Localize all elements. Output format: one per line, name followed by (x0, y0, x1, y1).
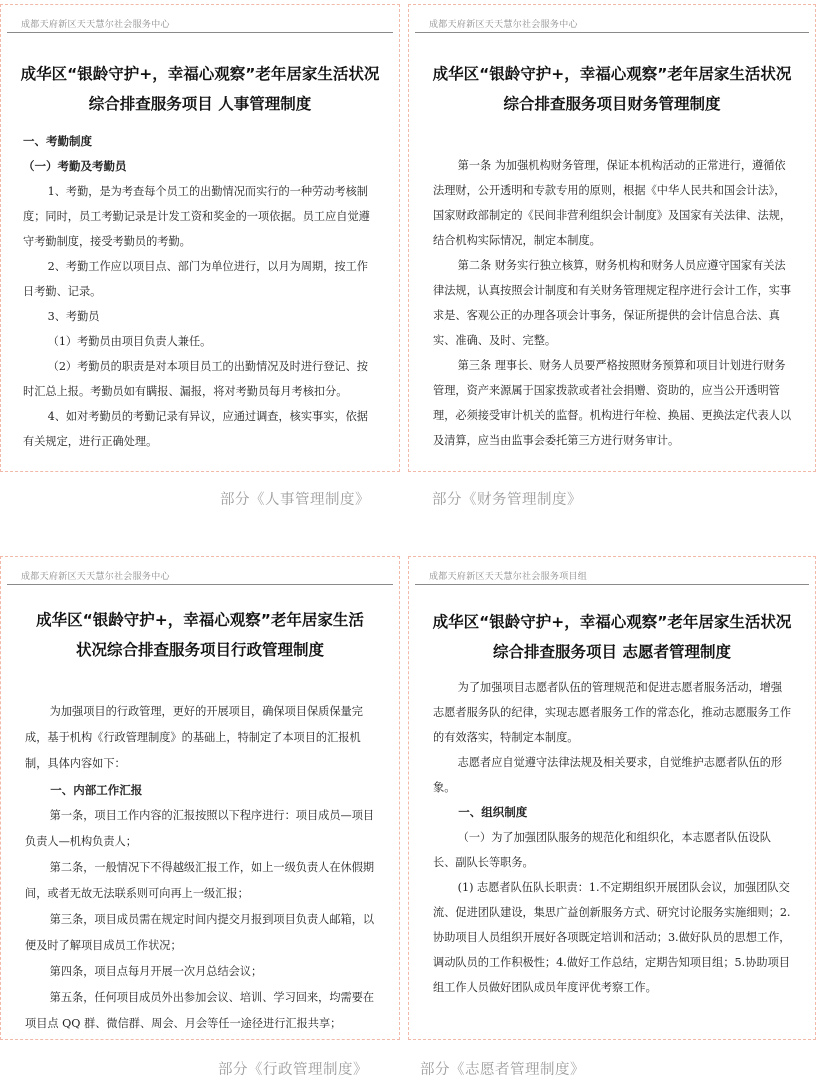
section-heading: 一、内部工作汇报 (50, 783, 143, 797)
doc-page-volunteer (408, 556, 816, 1040)
paragraph: 第二条，一般情况下不得越级汇报工作，如上一级负责人在休假期间，或者无故无法联系则可向再上一级汇报； (25, 861, 375, 900)
title-line: 综合排查服务项目财务管理制度 (503, 95, 721, 113)
section-heading: 一、考勤制度 (23, 134, 92, 148)
title-line: 成华区“银龄守护+，幸福心观察”老年居家生活 (36, 611, 364, 629)
paragraph: 第三条，项目成员需在规定时间内提交月报到项目负责人邮箱，以便及时了解项目成员工作状况； (25, 913, 375, 952)
page-body (409, 119, 815, 453)
title-line: 综合排查服务项目 志愿者管理制度 (493, 643, 731, 661)
paragraph: 为加强项目的行政管理，更好的开展项目，确保项目保质保量完成，基于机构《行政管理制度》的基础上，特制定了本项目的汇报机制，具体内容如下： (25, 705, 363, 770)
paragraph: 第四条，项目点每月开展一次月总结会议； (49, 965, 263, 978)
page-header: 成都天府新区天天慧尔社会服务项目组 (415, 567, 809, 585)
doc-page-finance (408, 4, 816, 472)
paragraph: （2）考勤员的职责是对本项目员工的出勤情况及时进行登记、按时汇总上报。考勤员如有瞒报、漏报，将对考勤员每月考核扣分。 (23, 360, 368, 398)
doc-page-personnel (0, 4, 400, 472)
title-line: 状况综合排查服务项目行政管理制度 (75, 641, 324, 659)
page-title (409, 59, 815, 119)
paragraph: 第二条 财务实行独立核算，财务机构和财务人员应遵守国家有关法律法规，认真按照会计制度和有关财务管理规定程序进行会计工作，实事求是、客观公正的办理各项会计事务，保证所提供的会计信息合法、真实、准确、及时、完整。 (433, 259, 792, 347)
page-title (1, 605, 399, 665)
title-line: 成华区“银龄守护+，幸福心观察”老年居家生活状况 (432, 613, 792, 631)
paragraph: 2、考勤工作应以项目点、部门为单位进行，以月为周期，按工作日考勤、记录。 (23, 260, 368, 298)
paragraph: 4、如对考勤员的考勤记录有异议，应通过调查，核实事实，依据有关规定，进行正确处理。 (23, 410, 368, 448)
page-body (409, 667, 815, 1000)
title-line: 成华区“银龄守护+，幸福心观察”老年居家生活状况 (20, 65, 380, 83)
paragraph: 3、考勤员 (47, 310, 100, 323)
page-title (1, 59, 399, 119)
page-body (1, 119, 399, 454)
caption-finance: 部分《财务管理制度》 (432, 492, 582, 508)
caption-personnel: 部分《人事管理制度》 (220, 492, 370, 508)
page-body (1, 665, 399, 1037)
subsection-heading: （一）考勤及考勤员 (23, 159, 127, 173)
title-line: 综合排查服务项目 人事管理制度 (88, 95, 312, 113)
paragraph: （一）为了加强团队服务的规范化和组织化，本志愿者队伍设队长、副队长等职务。 (433, 831, 771, 869)
caption-volunteer: 部分《志愿者管理制度》 (420, 1062, 585, 1078)
section-heading: 一、组织制度 (458, 805, 528, 819)
page-header: 成都天府新区天天慧尔社会服务中心 (415, 15, 809, 33)
paragraph: 第一条 为加强机构财务管理，保证本机构活动的正常进行，遵循依法理财，公开透明和专款专用的原则，根据《中华人民共和国会计法》，国家财政部制定的《民间非营利组织会计制度》及国家有关法律、法规，结合机构实际情况，制定本制度。 (433, 159, 792, 247)
title-line: 成华区“银龄守护+，幸福心观察”老年居家生活状况 (432, 65, 792, 83)
paragraph: (1) 志愿者队伍队长职责：1.不定期组织开展团队会议，加强团队交流、促进团队建设，集思广益创新服务方式、研究讨论服务实施细则；2.协助项目人员组织开展好各项既定培训和活动；3.做好队员的思想工作，调动队员的工作积极性；4.做好工作总结，定期告知项目组；5.协助项目组工作人员做好团队成员年度评优考察工作。 (433, 881, 791, 994)
page-header: 成都天府新区天天慧尔社会服务中心 (7, 567, 393, 585)
page-header: 成都天府新区天天慧尔社会服务中心 (7, 15, 393, 33)
caption-administration: 部分《行政管理制度》 (218, 1062, 368, 1078)
page-title (409, 607, 815, 667)
paragraph: （1）考勤员由项目负责人兼任。 (47, 335, 212, 348)
paragraph: 第五条，任何项目成员外出参加会议、培训、学习回来，均需要在项目点 QQ 群、微信群、周会、月会等任一途径进行汇报共享； (25, 991, 375, 1030)
paragraph: 第三条 理事长、财务人员要严格按照财务预算和项目计划进行财务管理，资产来源属于国家拨款或者社会捐赠、资助的，应当公开透明管理，必须接受审计机关的监督。机构进行年检、换届、更换法定代表人以及清算，应当由监事会委托第三方进行财务审计。 (433, 359, 792, 447)
paragraph: 1、考勤，是为考查每个员工的出勤情况而实行的一种劳动考核制度；同时，员工考勤记录是计发工资和奖金的一项依据。员工应自觉遵守考勤制度，接受考勤员的考勤。 (23, 185, 370, 248)
paragraph: 第一条，项目工作内容的汇报按照以下程序进行：项目成员—项目负责人—机构负责人； (25, 809, 375, 848)
doc-page-administration (0, 556, 400, 1040)
paragraph: 志愿者应自觉遵守法律法规及相关要求，自觉维护志愿者队伍的形象。 (433, 756, 783, 794)
paragraph: 为了加强项目志愿者队伍的管理规范和促进志愿者服务活动，增强志愿者服务队的纪律，实现志愿者服务工作的常态化，推动志愿服务工作的有效落实，特制定本制度。 (433, 681, 792, 744)
